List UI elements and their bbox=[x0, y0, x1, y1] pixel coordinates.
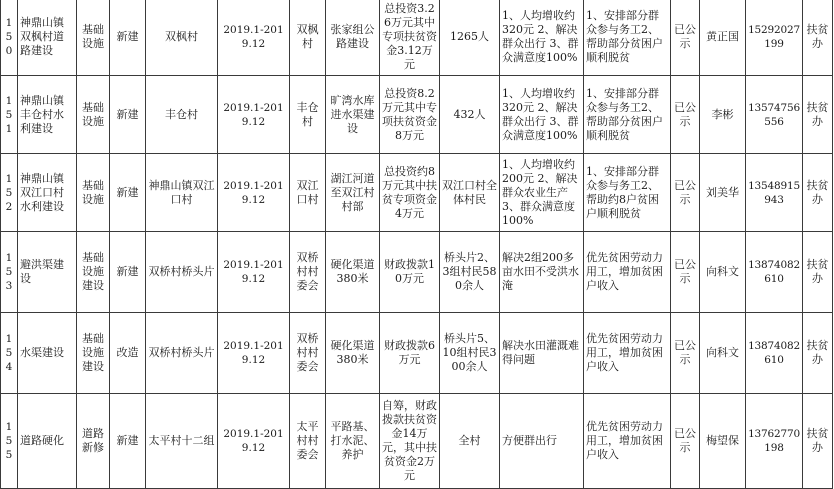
publicity-status-cell: 已公示 bbox=[671, 394, 700, 489]
implementing-unit-cell: 双桥村村委会 bbox=[290, 232, 326, 313]
project-category-cell: 基础设施建设 bbox=[77, 232, 110, 313]
benefit-mechanism-cell: 1、安排部分群众参与务工2、帮助部分贫困户顺利脱贫 bbox=[584, 76, 671, 154]
project-location-cell: 丰仓村 bbox=[146, 76, 218, 154]
contact-phone-cell: 13874082610 bbox=[746, 313, 803, 394]
beneficiaries-cell: 双江口村全体村民 bbox=[440, 154, 500, 232]
project-category-cell: 基础设施 bbox=[77, 0, 110, 76]
expected-effect-cell: 1、人均增收约200元 2、解决群众农业生产 3、群众满意度100% bbox=[500, 154, 584, 232]
implementing-unit-cell: 双枫村 bbox=[290, 0, 326, 76]
responsible-department-cell: 扶贫办 bbox=[803, 394, 833, 489]
funding-source-cell: 总投资约8万元其中扶贫专项资金4万元 bbox=[380, 154, 440, 232]
construction-type-cell: 新建 bbox=[110, 76, 146, 154]
project-content-cell: 平路基、打水泥、养护 bbox=[326, 394, 380, 489]
project-period-cell: 2019.1-2019.12 bbox=[218, 232, 290, 313]
contact-person-cell: 黄正国 bbox=[700, 0, 746, 76]
beneficiaries-cell: 全村 bbox=[440, 394, 500, 489]
contact-phone-cell: 13762770198 bbox=[746, 394, 803, 489]
project-period-cell: 2019.1-2019.12 bbox=[218, 154, 290, 232]
project-content-cell: 硬化渠道380米 bbox=[326, 313, 380, 394]
benefit-mechanism-cell: 1、安排部分群众参与务工2、帮助部分贫困户顺利脱贫 bbox=[584, 0, 671, 76]
project-period-cell: 2019.1-2019.12 bbox=[218, 76, 290, 154]
project-location-cell: 双桥村桥头片 bbox=[146, 232, 218, 313]
table-row bbox=[1, 76, 833, 154]
beneficiaries-cell: 1265人 bbox=[440, 0, 500, 76]
project-name-cell: 神鼎山镇双枫村道路建设 bbox=[18, 0, 77, 76]
project-content-cell: 旷湾水库进水渠建设 bbox=[326, 76, 380, 154]
construction-type-cell: 改造 bbox=[110, 313, 146, 394]
implementing-unit-cell: 双桥村村委会 bbox=[290, 313, 326, 394]
project-category-cell: 基础设施建设 bbox=[77, 313, 110, 394]
row-number-cell: 154 bbox=[1, 313, 18, 394]
row-number-cell: 153 bbox=[1, 232, 18, 313]
publicity-status-cell: 已公示 bbox=[671, 154, 700, 232]
project-name-cell: 水渠建设 bbox=[18, 313, 77, 394]
construction-type-cell: 新建 bbox=[110, 394, 146, 489]
funding-source-cell: 财政拨款10万元 bbox=[380, 232, 440, 313]
contact-person-cell: 向科文 bbox=[700, 313, 746, 394]
beneficiaries-cell: 桥头片5、10组村民300余人 bbox=[440, 313, 500, 394]
contact-person-cell: 梅望保 bbox=[700, 394, 746, 489]
project-name-cell: 神鼎山镇双江口村水利建设 bbox=[18, 154, 77, 232]
implementing-unit-cell: 太平村村委会 bbox=[290, 394, 326, 489]
project-name-cell: 道路硬化 bbox=[18, 394, 77, 489]
contact-person-cell: 刘美华 bbox=[700, 154, 746, 232]
project-category-cell: 道路新修 bbox=[77, 394, 110, 489]
contact-phone-cell: 13874082610 bbox=[746, 232, 803, 313]
responsible-department-cell: 扶贫办 bbox=[803, 76, 833, 154]
project-period-cell: 2019.1-2019.12 bbox=[218, 0, 290, 76]
contact-phone-cell: 13548915943 bbox=[746, 154, 803, 232]
expected-effect-cell: 解决水田灌溉难得问题 bbox=[500, 313, 584, 394]
project-name-cell: 避洪渠建设 bbox=[18, 232, 77, 313]
project-category-cell: 基础设施 bbox=[77, 154, 110, 232]
publicity-status-cell: 已公示 bbox=[671, 313, 700, 394]
responsible-department-cell: 扶贫办 bbox=[803, 0, 833, 76]
project-content-cell: 硬化渠道380米 bbox=[326, 232, 380, 313]
contact-person-cell: 向科文 bbox=[700, 232, 746, 313]
project-location-cell: 双枫村 bbox=[146, 0, 218, 76]
implementing-unit-cell: 双江口村 bbox=[290, 154, 326, 232]
benefit-mechanism-cell: 1、安排部分群众参与务工2、帮助约8户贫困户顺利脱贫 bbox=[584, 154, 671, 232]
project-content-cell: 湖江河道至双江村村部 bbox=[326, 154, 380, 232]
project-location-cell: 神鼎山镇双江口村 bbox=[146, 154, 218, 232]
publicity-status-cell: 已公示 bbox=[671, 0, 700, 76]
implementing-unit-cell: 丰仓村 bbox=[290, 76, 326, 154]
construction-type-cell: 新建 bbox=[110, 232, 146, 313]
table-row bbox=[1, 232, 833, 313]
row-number-cell: 150 bbox=[1, 0, 18, 76]
benefit-mechanism-cell: 优先贫困劳动力用工，增加贫困户收入 bbox=[584, 232, 671, 313]
expected-effect-cell: 1、人均增收约320元 2、解决群众出行 3、群众满意度100% bbox=[500, 0, 584, 76]
expected-effect-cell: 解决2组200多亩水田不受洪水淹 bbox=[500, 232, 584, 313]
construction-type-cell: 新建 bbox=[110, 154, 146, 232]
project-period-cell: 2019.1-2019.12 bbox=[218, 394, 290, 489]
funding-source-cell: 财政拨款6万元 bbox=[380, 313, 440, 394]
expected-effect-cell: 方便群出行 bbox=[500, 394, 584, 489]
responsible-department-cell: 扶贫办 bbox=[803, 313, 833, 394]
funding-source-cell: 自筹，财政拨款扶贫资金14万元，其中扶贫资金2万元 bbox=[380, 394, 440, 489]
beneficiaries-cell: 桥头片2、3组村民580余人 bbox=[440, 232, 500, 313]
publicity-status-cell: 已公示 bbox=[671, 76, 700, 154]
construction-type-cell: 新建 bbox=[110, 0, 146, 76]
table-row bbox=[1, 154, 833, 232]
project-category-cell: 基础设施 bbox=[77, 76, 110, 154]
beneficiaries-cell: 432人 bbox=[440, 76, 500, 154]
project-content-cell: 张家组公路建设 bbox=[326, 0, 380, 76]
benefit-mechanism-cell: 优先贫困劳动力用工，增加贫困户收入 bbox=[584, 394, 671, 489]
funding-source-cell: 总投资3.26万元其中专项扶贫资金3.12万元 bbox=[380, 0, 440, 76]
benefit-mechanism-cell: 优先贫困劳动力用工，增加贫困户收入 bbox=[584, 313, 671, 394]
expected-effect-cell: 1、人均增收约320元 2、解决群众出行 3、群众满意度100% bbox=[500, 76, 584, 154]
contact-phone-cell: 15292027199 bbox=[746, 0, 803, 76]
table-row bbox=[1, 313, 833, 394]
row-number-cell: 152 bbox=[1, 154, 18, 232]
responsible-department-cell: 扶贫办 bbox=[803, 154, 833, 232]
project-period-cell: 2019.1-2019.12 bbox=[218, 313, 290, 394]
contact-phone-cell: 13574756556 bbox=[746, 76, 803, 154]
publicity-status-cell: 已公示 bbox=[671, 232, 700, 313]
table-row bbox=[1, 394, 833, 489]
project-location-cell: 太平村十二组 bbox=[146, 394, 218, 489]
row-number-cell: 155 bbox=[1, 394, 18, 489]
project-location-cell: 双桥村桥头片 bbox=[146, 313, 218, 394]
responsible-department-cell: 扶贫办 bbox=[803, 232, 833, 313]
funding-source-cell: 总投资8.2万元其中专项扶贫资金8万元 bbox=[380, 76, 440, 154]
table-row bbox=[1, 0, 833, 76]
contact-person-cell: 李彬 bbox=[700, 76, 746, 154]
row-number-cell: 151 bbox=[1, 76, 18, 154]
project-name-cell: 神鼎山镇丰仓村水利建设 bbox=[18, 76, 77, 154]
